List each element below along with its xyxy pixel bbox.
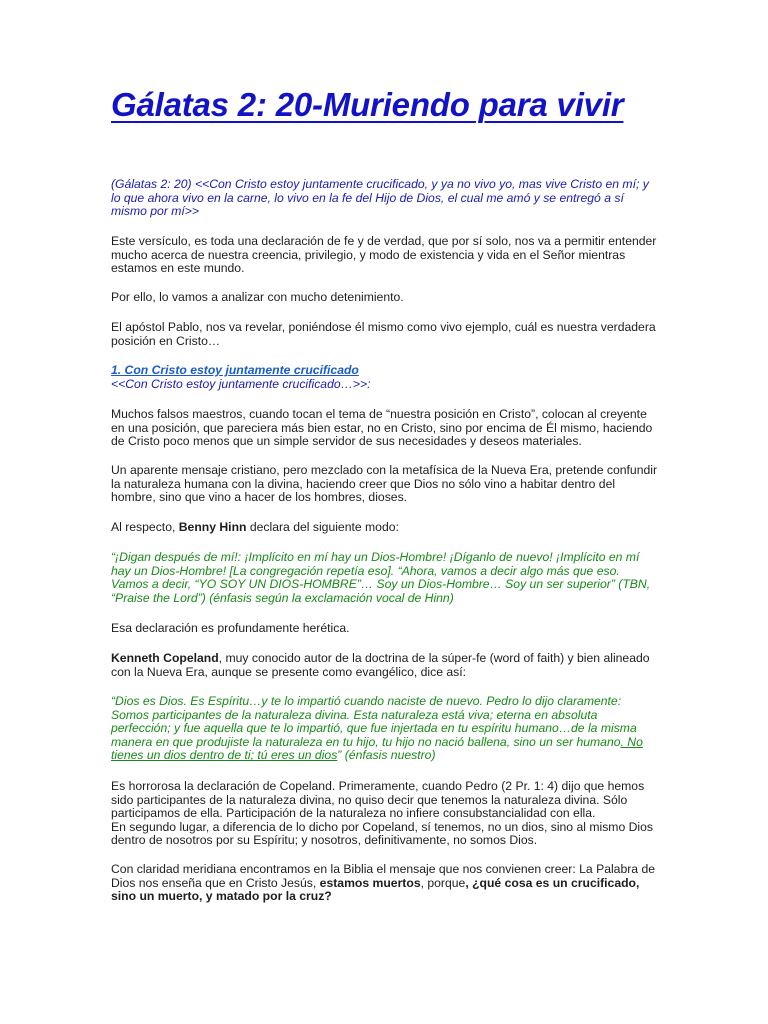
- paragraph-analysis: Por ello, lo vamos a analizar con mucho detenimiento.: [111, 290, 404, 304]
- paragraph-hinn-intro: [111, 521, 659, 535]
- copeland-intro-post: , muy conocido autor de la doctrina de la súper-fe (word of faith) y bien alineado con la Nueva Era, aunque se presente como evangélico, dice así:: [111, 651, 650, 679]
- paragraph-segundo-lugar: En segundo lugar, a diferencia de lo dicho por Copeland, sí tenemos, no un dios, sino al mismo Dios dentro de nosotros por su Espíritu; y nosotros, definitivamente, no somos Dios.: [111, 819, 653, 848]
- benny-hinn-name: Benny Hinn: [178, 520, 247, 534]
- claridad-bold-2: , ¿qué cosa es un crucificado, sino un muerto, y matado por la cruz?: [111, 875, 640, 904]
- section-1-quote: <<Con Cristo estoy juntamente crucificado…>>:: [111, 376, 371, 391]
- claridad-mid: , porque: [420, 875, 466, 890]
- section-1-heading-link[interactable]: 1. Con Cristo estoy juntamente crucificado: [111, 363, 359, 377]
- paragraph-paul: El apóstol Pablo, nos va revelar, poniéndose él mismo como vivo ejemplo, cuál es nuestra verdadera posición en Cristo…: [111, 320, 656, 348]
- section-1: [111, 364, 659, 391]
- paragraph-heretical: Esa declaración es profundamente herética.: [111, 621, 350, 635]
- claridad-pre: Con claridad meridiana encontramos en la Biblia el mensaje que nos convienen creer: La Palabra de Dios nos enseña que en Cristo Jesús,: [111, 862, 656, 890]
- hinn-intro-post: declara del siguiente modo:: [246, 520, 399, 534]
- copeland-quote-underlined: . No tienes un dios dentro de ti; tú eres un dios: [111, 734, 643, 763]
- quote-copeland: [111, 695, 659, 763]
- hinn-intro-pre: Al respecto,: [111, 520, 179, 534]
- page-title: Gálatas 2: 20-Muriendo para vivir: [111, 86, 624, 123]
- paragraph-horrorosa-text: Es horrorosa la declaración de Copeland. Primeramente, cuando Pedro (2 Pr. 1: 4) dijo que hemos sido participantes de la naturaleza divina, no quiso decir que tenemos la naturaleza divina. Sólo participamos de ella. Participación de la naturaleza no infiere consubstancialidad con ella.: [111, 779, 645, 821]
- paragraph-horrorosa: [111, 780, 659, 848]
- copeland-quote-end: ” (énfasis nuestro): [337, 748, 436, 763]
- paragraph-new-age: Un aparente mensaje cristiano, pero mezclado con la metafísica de la Nueva Era, pretende confundir la naturaleza humana con la divina, haciendo creer que Dios no sólo vino a habitar dentro del hombre, sino que vino a hacer de los hombres, dioses.: [111, 463, 658, 505]
- paragraph-claridad: [111, 863, 659, 904]
- quote-hinn: “¡Digan después de mí!: ¡Implícito en mí hay un Dios-Hombre! ¡Díganlo de nuevo! ¡Implícito en mí hay un Dios-Hombre! [La congregación repetía eso]. “Ahora, vamos a decir algo más que eso. Vamos a decir, “YO SOY UN DIOS-HOMBRE”… Soy un Dios-Hombre… Soy un ser superior” (TBN, “Praise the Lord”) (énfasis según la exclamación vocal de Hinn): [111, 550, 651, 605]
- kenneth-copeland-name: Kenneth Copeland: [111, 651, 219, 665]
- paragraph-intro: Este versículo, es toda una declaración de fe y de verdad, que por sí solo, nos va a permitir entender mucho acerca de nuestra creencia, privilegio, y modo de existencia y vida en el Señor mientras estamos en este mundo.: [111, 234, 657, 276]
- paragraph-false-teachers: Muchos falsos maestros, cuando tocan el tema de “nuestra posición en Cristo”, colocan al creyente en una posición, que pareciera más bien estar, no en Cristo, sino por encima de Él mismo, haciendo de Cristo poco menos que un simple servidor de sus necesidades y deseos materiales.: [111, 407, 653, 449]
- copeland-quote-main: “Dios es Dios. Es Espíritu…y te lo impartió cuando naciste de nuevo. Pedro lo dijo claramente: Somos participantes de la naturaleza divina. Esta naturaleza está viva; eterna en absoluta perfección; y fue aquella que te lo impartió, que fue injertada en tu espíritu humano…de la misma manera en que produjiste la naturaleza en tu hijo, tu hijo no nació ballena, sino un ser humano: [111, 694, 637, 749]
- claridad-bold-1: estamos muertos: [319, 875, 421, 890]
- paragraph-copeland-intro: [111, 652, 659, 679]
- verse-quote: (Gálatas 2: 20) <<Con Cristo estoy juntamente crucificado, y ya no vivo yo, mas vive Cristo en mí; y lo que ahora vivo en la carne, lo vivo en la fe del Hijo de Dios, el cual me amó y se entregó a sí mismo por mí>>: [111, 177, 649, 219]
